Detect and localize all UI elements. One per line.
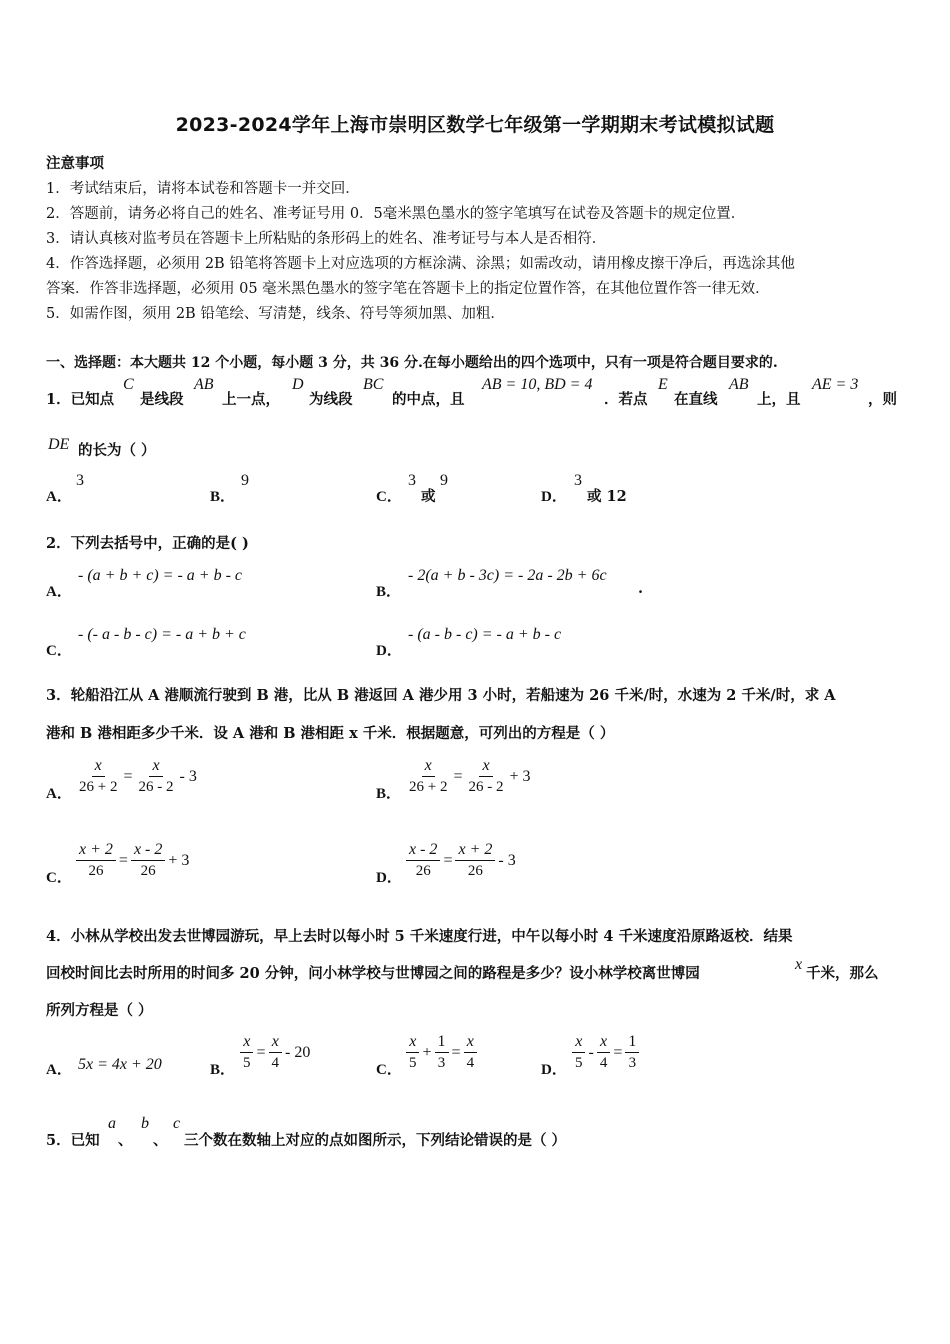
equation-tail: + 3 bbox=[168, 851, 190, 869]
q1-option-c-or: 或 bbox=[421, 488, 436, 505]
q2-option-c-expr: - (- a - b - c) = - a + b + c bbox=[78, 626, 246, 643]
q5-sep-2: 、 bbox=[153, 1132, 168, 1149]
notice-item-1: 1．考试结束后，请将本试卷和答题卡一并交回． bbox=[46, 181, 360, 197]
q4-line-2b: 千米，那么 bbox=[806, 965, 879, 982]
q5-text-1: 5．已知 bbox=[46, 1132, 100, 1149]
fraction-denominator: 26 + 2 bbox=[79, 779, 118, 795]
q1-option-b-value: 9 bbox=[241, 472, 249, 489]
equals-sign: = bbox=[451, 1043, 461, 1061]
notice-item-3: 3．请认真核对监考员在答题卡上所粘贴的条形码上的姓名、准考证号与本人是否相符． bbox=[46, 231, 607, 247]
q3-option-c-equation bbox=[76, 840, 189, 881]
q1-de: DE bbox=[48, 436, 70, 453]
equation-tail: - 3 bbox=[179, 767, 197, 785]
q1-ae: AE = 3 bbox=[812, 376, 859, 393]
equation-tail: - 20 bbox=[285, 1043, 311, 1061]
q1-point-d: D bbox=[292, 376, 304, 393]
q1-option-b-label[interactable]: B． bbox=[210, 489, 236, 505]
fraction-numerator: x bbox=[464, 1032, 477, 1053]
q1-text-1: 1．已知点 bbox=[46, 391, 115, 408]
equals-sign: = bbox=[118, 851, 128, 869]
fraction-numerator: x bbox=[422, 756, 435, 777]
q5-var-c: c bbox=[173, 1115, 181, 1132]
fraction-numerator: 1 bbox=[625, 1032, 639, 1053]
equals-sign: = bbox=[256, 1043, 266, 1061]
q2-option-c-label[interactable]: C． bbox=[46, 643, 72, 659]
q1-option-d-label[interactable]: D． bbox=[541, 489, 567, 505]
fraction-numerator: x bbox=[149, 756, 162, 777]
q2-stem: 2．下列去括号中，正确的是( ) bbox=[46, 535, 249, 552]
q1-segment-ab: AB bbox=[194, 376, 214, 393]
fraction-denominator: 3 bbox=[628, 1055, 637, 1071]
q4-option-b-label[interactable]: B． bbox=[210, 1062, 236, 1078]
q1-text-5: 的中点，且 bbox=[392, 391, 465, 408]
q3-option-b-label[interactable]: B． bbox=[376, 786, 402, 802]
section-heading: 一、选择题：本大题共 12 个小题，每小题 3 分，共 36 分.在每小题给出的四个选项中，只有一项是符合题目要求的. bbox=[46, 355, 778, 371]
q4-line-2a: 回校时间比去时所用的时间多 20 分钟，问小林学校与世博园之间的路程是多少？设小林学校离世博园 bbox=[46, 965, 700, 982]
q1-option-a-label[interactable]: A． bbox=[46, 489, 72, 505]
q1-condition: AB = 10, BD = 4 bbox=[482, 376, 593, 393]
q3-option-b-equation bbox=[406, 756, 531, 797]
fraction-numerator: x + 2 bbox=[455, 840, 495, 861]
fraction-denominator: 26 - 2 bbox=[468, 779, 504, 795]
q5-sep-1: 、 bbox=[118, 1132, 133, 1149]
fraction-denominator: 4 bbox=[599, 1055, 608, 1071]
notice-item-4-cont: 答案．作答非选择题，必须用 05 毫米黑色墨水的签字笔在答题卡上的指定位置作答，在其他位置作答一律无效． bbox=[46, 281, 770, 297]
fraction-denominator: 26 + 2 bbox=[409, 779, 448, 795]
fraction-denominator: 5 bbox=[575, 1055, 583, 1071]
q1-text-2: 是线段 bbox=[140, 391, 184, 408]
q1-option-a-value: 3 bbox=[76, 472, 84, 489]
q2-option-d-expr: - (a - b - c) = - a + b - c bbox=[408, 626, 562, 643]
fraction-numerator: x bbox=[479, 756, 492, 777]
fraction-denominator: 26 bbox=[88, 863, 104, 879]
fraction-denominator: 26 bbox=[415, 863, 431, 879]
equation-tail: + 3 bbox=[509, 767, 531, 785]
q4-option-d-equation bbox=[572, 1032, 639, 1073]
q1-point-e: E bbox=[658, 376, 668, 393]
q2-option-b-tail: . bbox=[638, 580, 644, 597]
q4-option-a-expr: 5x = 4x + 20 bbox=[78, 1056, 162, 1073]
notice-heading: 注意事项 bbox=[46, 155, 104, 172]
q4-option-d-label[interactable]: D． bbox=[541, 1062, 567, 1078]
q1-line-ab: AB bbox=[729, 376, 749, 393]
fraction-numerator: 1 bbox=[435, 1032, 449, 1053]
equals-sign: = bbox=[453, 767, 463, 785]
q1-point-c: C bbox=[123, 376, 134, 393]
equals-sign: = bbox=[613, 1043, 623, 1061]
equation-tail: - 3 bbox=[498, 851, 516, 869]
page-title: 2023-2024学年上海市崇明区数学七年级第一学期期末考试模拟试题 bbox=[175, 114, 775, 136]
fraction-denominator: 26 bbox=[467, 863, 483, 879]
fraction-numerator: x bbox=[92, 756, 105, 777]
notice-item-4: 4．作答选择题，必须用 2B 铅笔将答题卡上对应选项的方框涂满、涂黑；如需改动，请用橡皮擦干净后，再选涂其他 bbox=[46, 256, 795, 272]
q1-option-c-value: 3 bbox=[408, 472, 416, 489]
q3-option-a-equation bbox=[76, 756, 197, 797]
fraction-numerator: x + 2 bbox=[76, 840, 116, 861]
q1-text-10: 的长为（ ） bbox=[78, 442, 156, 459]
q1-text-7: 在直线 bbox=[674, 391, 718, 408]
fraction-denominator: 26 - 2 bbox=[138, 779, 174, 795]
fraction-numerator: x bbox=[240, 1032, 253, 1053]
q1-text-4: 为线段 bbox=[309, 391, 353, 408]
fraction-numerator: x bbox=[269, 1032, 282, 1053]
q1-option-c-value2: 9 bbox=[440, 472, 448, 489]
q1-text-9: ，则 bbox=[868, 391, 897, 408]
equals-sign: = bbox=[443, 851, 453, 869]
fraction-numerator: x - 2 bbox=[131, 840, 165, 861]
fraction-denominator: 4 bbox=[466, 1055, 475, 1071]
fraction-denominator: 4 bbox=[271, 1055, 280, 1071]
minus-sign: - bbox=[588, 1043, 594, 1061]
q3-line-1: 3．轮船沿江从 A 港顺流行驶到 B 港，比从 B 港返回 A 港少用 3 小时，若船速为 26 千米/时，水速为 2 千米/时，求 A bbox=[46, 687, 836, 704]
q3-option-a-label[interactable]: A． bbox=[46, 786, 72, 802]
q5-var-b: b bbox=[141, 1115, 149, 1132]
q4-option-c-equation bbox=[406, 1032, 477, 1073]
q1-text-3: 上一点， bbox=[222, 391, 280, 408]
q1-option-c-label[interactable]: C． bbox=[376, 489, 402, 505]
q4-line-3: 所列方程是（ ） bbox=[46, 1002, 153, 1019]
q1-text-6: ．若点 bbox=[604, 391, 648, 408]
fraction-numerator: x bbox=[406, 1032, 419, 1053]
plus-sign: + bbox=[422, 1043, 432, 1061]
equals-sign: = bbox=[123, 767, 133, 785]
notice-item-5: 5．如需作图，须用 2B 铅笔绘、写清楚，线条、符号等须加黑、加粗． bbox=[46, 306, 505, 322]
q3-line-2: 港和 B 港相距多少千米．设 A 港和 B 港相距 x 千米．根据题意，可列出的方程是（ ） bbox=[46, 725, 615, 742]
q2-option-b-label[interactable]: B． bbox=[376, 584, 402, 600]
q4-line-1: 4．小林从学校出发去世博园游玩，早上去时以每小时 5 千米速度行进，中午以每小时 4 千米速度沿原路返校．结果 bbox=[46, 928, 793, 945]
q4-variable-x: x bbox=[795, 956, 803, 973]
q3-option-d-label[interactable]: D． bbox=[376, 870, 402, 886]
q1-segment-bc: BC bbox=[363, 376, 384, 393]
q5-text-2: 三个数在数轴上对应的点如图所示，下列结论错误的是（ ） bbox=[184, 1132, 567, 1149]
q1-text-8: 上，且 bbox=[757, 391, 801, 408]
fraction-denominator: 26 bbox=[140, 863, 156, 879]
fraction-numerator: x - 2 bbox=[406, 840, 440, 861]
fraction-denominator: 5 bbox=[409, 1055, 417, 1071]
q3-option-c-label[interactable]: C． bbox=[46, 870, 72, 886]
q4-option-a-label[interactable]: A． bbox=[46, 1062, 72, 1078]
q1-option-d-value: 3 bbox=[574, 472, 582, 489]
fraction-denominator: 5 bbox=[243, 1055, 251, 1071]
q1-option-d-or: 或 12 bbox=[587, 488, 627, 505]
q4-option-c-label[interactable]: C． bbox=[376, 1062, 402, 1078]
q2-option-b-expr: - 2(a + b - 3c) = - 2a - 2b + 6c bbox=[408, 567, 607, 584]
fraction-denominator: 3 bbox=[437, 1055, 446, 1071]
q4-option-b-equation bbox=[240, 1032, 310, 1073]
q2-option-a-expr: - (a + b + c) = - a + b - c bbox=[78, 567, 243, 584]
fraction-numerator: x bbox=[572, 1032, 585, 1053]
q3-option-d-equation bbox=[406, 840, 516, 881]
fraction-numerator: x bbox=[597, 1032, 610, 1053]
q2-option-d-label[interactable]: D． bbox=[376, 643, 402, 659]
q2-option-a-label[interactable]: A． bbox=[46, 584, 72, 600]
q5-var-a: a bbox=[108, 1115, 116, 1132]
notice-item-2: 2．答题前，请务必将自己的姓名、准考证号用 0．5毫米黑色墨水的签字笔填写在试卷及答题卡的规定位置． bbox=[46, 206, 746, 222]
